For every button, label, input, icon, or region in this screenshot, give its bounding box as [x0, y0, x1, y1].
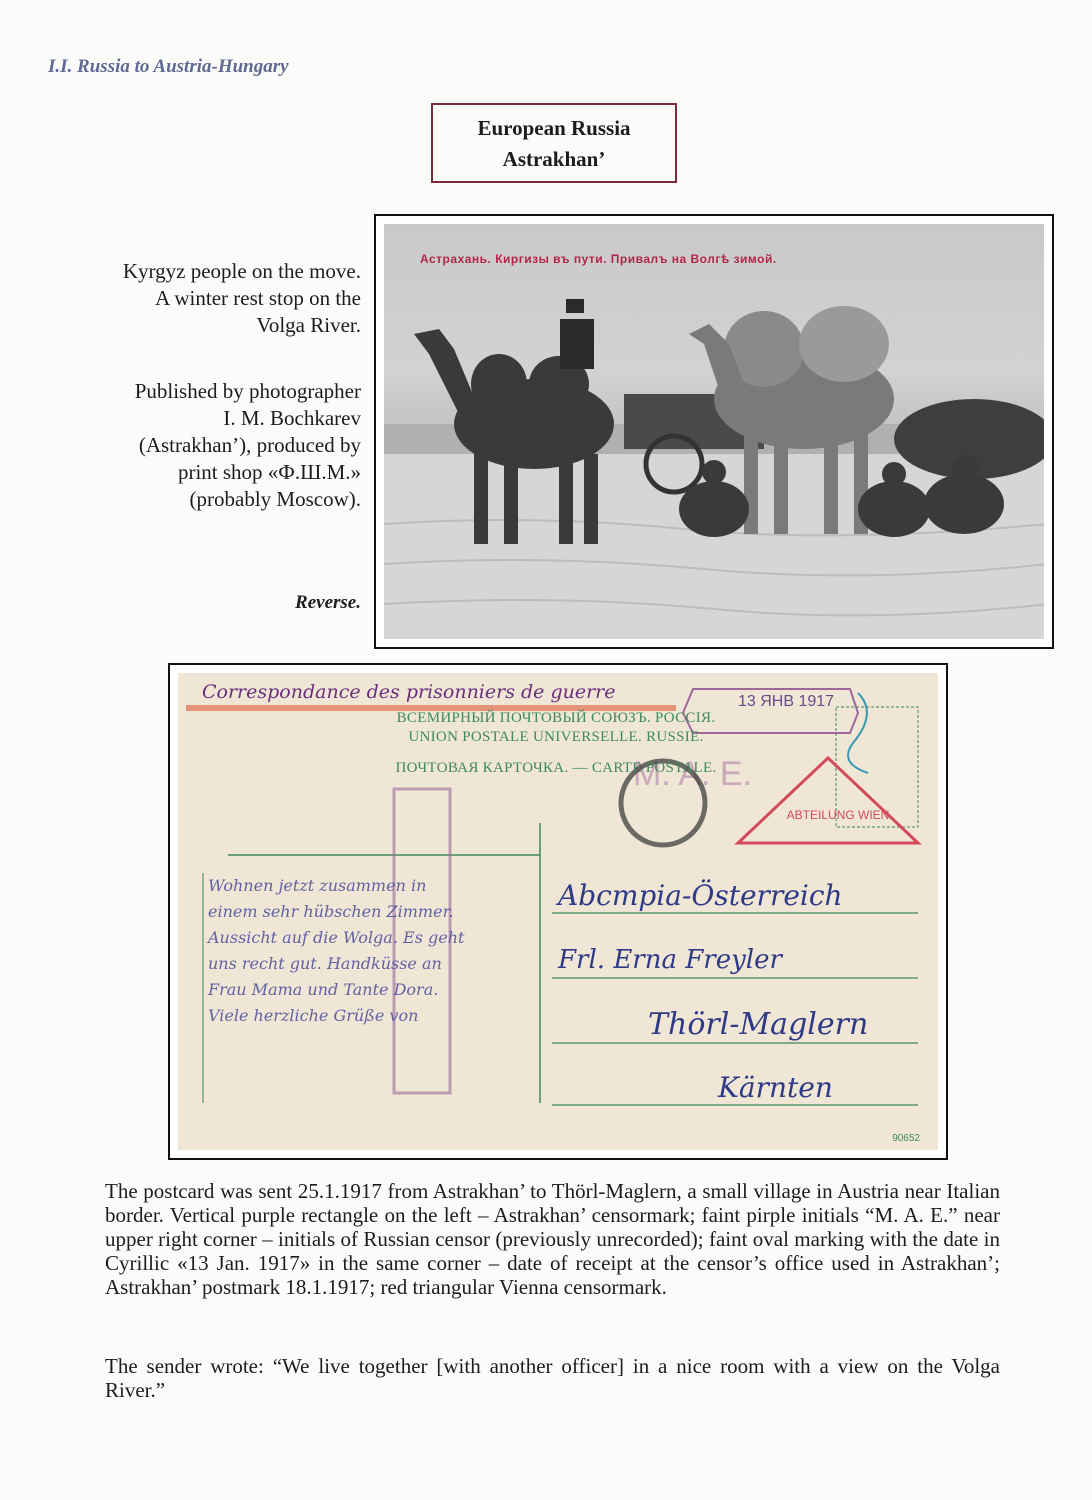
postcard-reverse	[178, 673, 938, 1150]
message-line: einem sehr hübschen Zimmer.	[208, 902, 454, 921]
publisher-caption	[31, 378, 361, 513]
message-line: uns recht gut. Handküsse an	[208, 954, 442, 973]
union-line-fr: UNION POSTALE UNIVERSELLE. RUSSIE.	[408, 729, 704, 745]
censor-initials-mark: M. A. E.	[633, 755, 753, 793]
caption-line: Published by photographer	[134, 379, 361, 403]
caption-line: (Astrakhan’), produced by	[138, 433, 361, 457]
message-line: Frau Mama und Tante Dora.	[208, 980, 439, 999]
caption-line: Kyrgyz people on the move.	[122, 259, 361, 283]
camel-caravan-illustration	[384, 224, 1044, 639]
message-line: Wohnen jetzt zusammen in	[208, 876, 427, 895]
caption-line: A winter rest stop on the	[155, 286, 361, 310]
caption-line: (probably Moscow).	[189, 487, 361, 511]
title-box	[431, 103, 677, 183]
caption-line: print shop «Ф.Ш.М.»	[177, 460, 361, 484]
caption-line: Volga River.	[256, 313, 361, 337]
message-line: Aussicht auf die Wolga. Es geht	[208, 928, 465, 947]
photo-title: Астрахань. Киргизы въ пути. Привалъ на Волгѣ зимой.	[420, 252, 777, 266]
receipt-date-mark: 13 ЯНВ 1917	[738, 693, 835, 710]
sender-quote-paragraph: The sender wrote: “We live together [with another officer] in a nice room with a view on the Volga River.”	[105, 1354, 1000, 1402]
title-line-2: Astrakhan’	[502, 147, 606, 171]
scene-caption	[31, 258, 361, 339]
address-line-name: Frl. Erna Freyler	[558, 945, 782, 975]
card-type-line: ПОЧТОВАЯ КАРТОЧКА. — CARTE POSTALE.	[395, 760, 717, 776]
page-header: I.I. Russia to Austria-Hungary	[48, 56, 289, 77]
union-line-ru: ВСЕМИРНЫЙ ПОЧТОВЫЙ СОЮЗЪ. РОССІЯ.	[396, 710, 716, 726]
vienna-censor-mark: ABTEILUNG WIEN	[786, 808, 890, 822]
reverse-postcard-frame	[168, 663, 948, 1160]
pow-header: Correspondance des prisonniers de guerre	[202, 681, 616, 703]
message-line: Viele herzliche Grüße von	[208, 1006, 419, 1025]
handwritten-message	[208, 873, 538, 1029]
caption-line: I. M. Bochkarev	[223, 406, 361, 430]
address-line-town: Thörl-Maglern	[648, 1007, 869, 1042]
title-line-1: European Russia	[477, 116, 631, 140]
serial-number: 90652	[892, 1133, 920, 1144]
description-paragraph: The postcard was sent 25.1.1917 from Astrakhan’ to Thörl-Maglern, a small village in Austria near Italian border. Vertical purple rectangle on the left – Astrakhan’ censormark; faint pirple initials “M. A. E.” near upper right corner – initials of Russian censor (previously unrecorded); faint oval marking with the date in Cyrillic «13 Jan. 1917» in the same corner – date of receipt at the censor’s office used in Astrakhan’; Astrakhan’ postmark 18.1.1917; red triangular Vienna censormark.	[105, 1179, 1000, 1299]
address-line-country: Abcmpia-Österreich	[558, 879, 843, 912]
photo-camels	[384, 224, 1044, 639]
address-line-region: Kärnten	[718, 1071, 833, 1104]
photo-postcard-frame	[374, 214, 1054, 649]
reverse-label: Reverse.	[295, 592, 361, 613]
postal-union-header	[346, 709, 766, 778]
